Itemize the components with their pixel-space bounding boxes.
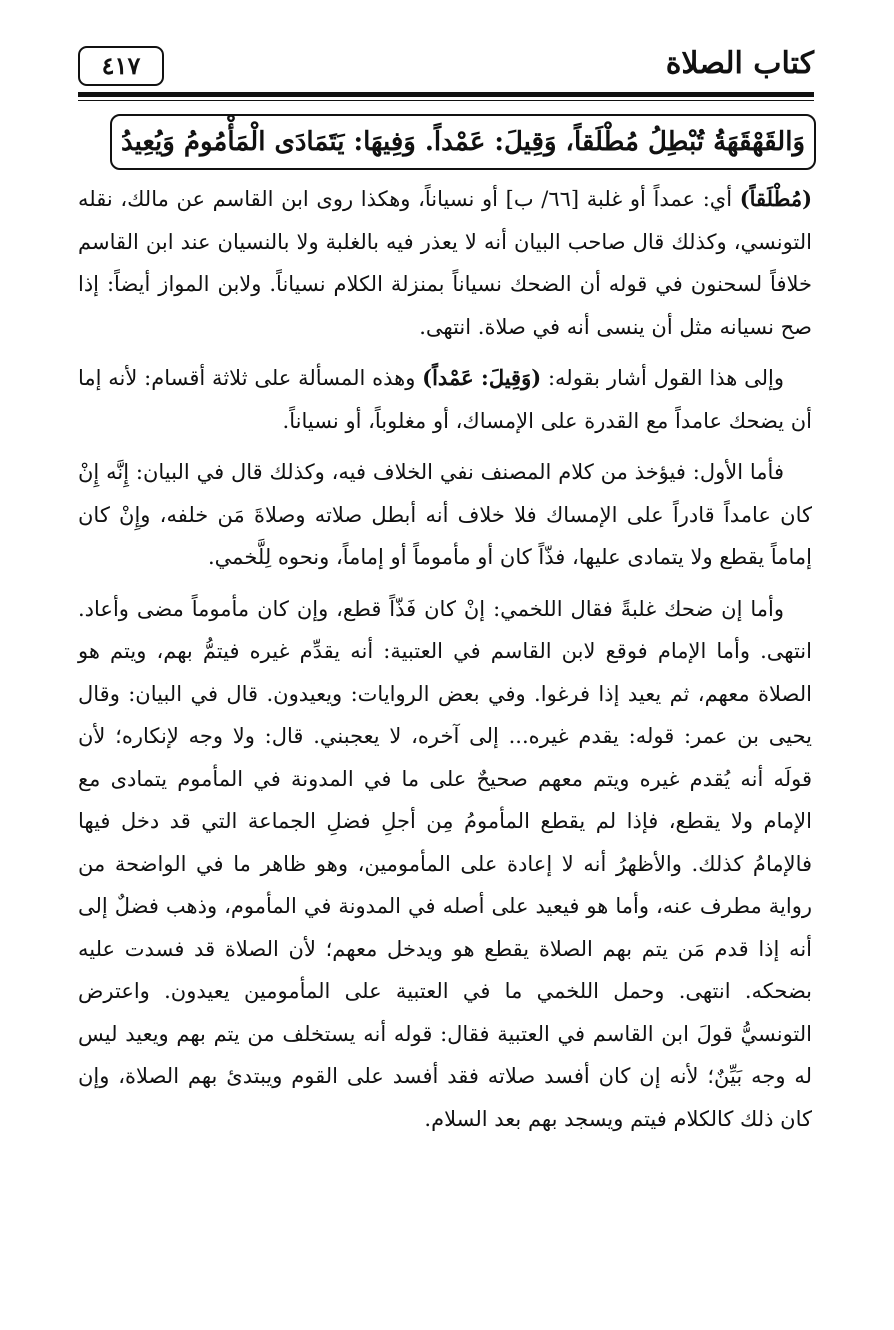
paragraph-2 <box>78 357 812 442</box>
page-number: ٤١٧ <box>78 46 164 86</box>
running-title: كتاب الصلاة <box>665 46 814 81</box>
quoted-matn: (وَقِيلَ: عَمْداً) <box>422 365 542 390</box>
paragraph-1 <box>78 178 812 348</box>
quoted-matn: (مُطْلَقاً) <box>739 186 813 211</box>
paragraph-text: أي: عمداً أو غلبة [٦٦/ ب] أو نسياناً، وهكذا روى ابن القاسم عن مالك، نقله التونسي، وكذلك قال صاحب البيان أنه لا يعذر فيه بالغلبة ولا بالنسيان عند ابن القاسم خلافاً لسحنون في قوله أن الضحك نسياناً بمنزلة الكلام نسياناً. ولابن المواز أيضاً: إذا صح نسيانه مثل أن ينسى أنه في صلاة. انتهى. <box>78 187 812 339</box>
paragraph-3: فأما الأول: فيؤخذ من كلام المصنف نفي الخلاف فيه، وكذلك قال في البيان: إِنَّه إِنْ كان عامداً قادراً على الإمساك فلا خلاف أنه أبطل صلاته وصلاةَ مَن خلفه، وإِنْ كان إماماً يقطع ولا يتمادى عليها، فذّاً كان أو مأموماً أو إماماً، ونحوه لِلَّخمي. <box>78 460 812 569</box>
paragraph-text: وإلى هذا القول أشار بقوله: <box>541 366 784 390</box>
commentary-body <box>78 178 812 1149</box>
paragraph-4: وأما إن ضحك غلبةً فقال اللخمي: إنْ كان فَذّاً قطع، وإن كان مأموماً مضى وأعاد. انتهى. وأما الإمام فوقع لابن القاسم في العتبية: أنه يقدِّم غيره فيتمُّ بهم، ويتم هو الصلاة معهم، ثم يعيد إذا فرغوا. وفي بعض الروايات: ويعيدون. قال في البيان: وقال يحيى بن عمر: قوله: يقدم غيره... إلى آخره، لا يعجبني. قال: ولا وجه لإنكاره؛ لأن قولَه أنه يُقدم غيره ويتم معهم صحيحٌ على ما في المدونة في المأموم يتمادى مع الإمام ولا يقطع، فإذا لم يقطع المأمومُ مِن أجلِ فضلِ الجماعة التي قد دخل فيها فالإمامُ كذلك. والأظهرُ أنه لا إعادة على المأمومين، وهو ظاهر ما في الواضحة من رواية مطرف عنه، وأما هو فيعيد على أصله في المدونة في المأموم، وذهب فضلٌ إلى أنه إذا قدم مَن يتم بهم الصلاة يقطع هو ويدخل معهم؛ لأن الصلاة قد فسدت عليه بضحكه. انتهى. وحمل اللخمي ما في العتبية على المأمومين يعيدون. واعترض التونسيُّ قولَ ابن القاسم في العتبية فقال: قوله أنه يستخلف من يتم بهم ويعيد ليس له وجه بَيِّنٌ؛ لأنه إن كان أفسد صلاته فقد أفسد على القوم ويبتدئ بهم الصلاة، وإن كان ذلك كالكلام فيتم ويسجد بهم بعد السلام. <box>78 596 812 1131</box>
page-header <box>78 40 814 92</box>
matn-text-box: وَالقَهْقَهَةُ تُبْطِلُ مُطْلَقاً، وَقِيلَ: عَمْداً. وَفِيهَا: يَتَمَادَى الْمَأْمُومُ وَيُعِيدُ <box>110 114 816 170</box>
header-rule <box>78 92 814 97</box>
header-rule-thin <box>78 100 814 101</box>
paragraph-text: وهذه المسألة على ثلاثة أقسام: لأنه إما أن يضحك عامداً مع القدرة على الإمساك، أو مغلوباً، أو نسياناً. <box>78 366 812 433</box>
